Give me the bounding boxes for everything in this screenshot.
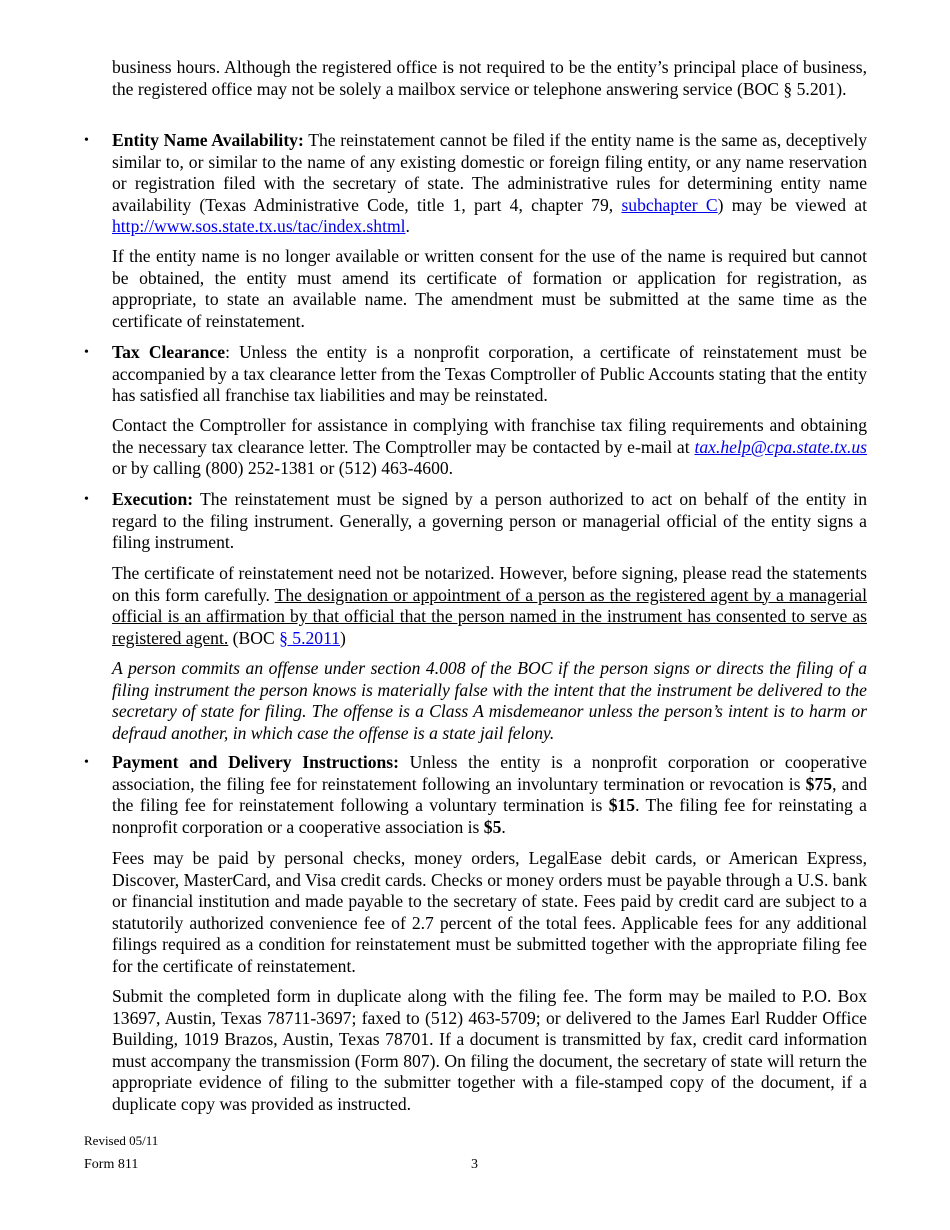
execution-paragraph: Execution: The reinstatement must be signed by a person authorized to act on behalf of the entity in regard to the filing instrument. Generally, a governing person or managerial official of the entity signs a filing instrument. (112, 489, 867, 553)
name-availability-paragraph: Entity Name Availability: The reinstatement cannot be filed if the entity name is the same as, deceptively similar to, or similar to the name of any existing domestic or foreign filing entity, or any name reservation or registration filed with the secretary of state. The administrative rules for determining entity name availability (Texas Administrative Code, title 1, part 4, chapter 79, subchapter C) may be viewed at http://www.sos.state.tx.us/tac/index.shtml. (112, 130, 868, 237)
payment-methods-paragraph: Fees may be paid by personal checks, money orders, LegalEase debit cards, or American Express, Discover, MasterCard, and Visa credit cards. Checks or money orders must be payable through a U.S. bank or financial institution and made payable to the secretary of state. Fees paid by credit card are subject to a statutorily authorized convenience fee of 2.7 percent of the total fees. Applicable fees for any additional filings required as a condition for reinstatement must be submitted together with the appropriate filing fee for the certificate of reinstatement. (112, 848, 867, 976)
tac-url-link[interactable]: http://www.sos.state.tx.us/tac/index.shtml (112, 216, 406, 237)
page-number: 3 (471, 1157, 478, 1172)
name-availability-heading: Entity Name Availability: (112, 130, 304, 150)
fee-voluntary: $15 (608, 795, 636, 816)
payment-heading: Payment and Delivery Instructions: (112, 752, 399, 772)
fee-nonprofit: $5 (483, 816, 502, 837)
payment-paragraph: Payment and Delivery Instructions: Unless the entity is a nonprofit corporation or cooperative association, the filing fee for reinstatement following an involuntary termination or revocation is $75, and the filing fee for reinstatement following a voluntary termination is $15. The filing fee for reinstating a nonprofit corporation or a cooperative association is $5. (112, 752, 868, 837)
tax-clearance-heading: Tax Clearance (112, 342, 226, 362)
subchapter-c-link[interactable]: subchapter C (621, 194, 718, 215)
name-unavailable-paragraph: If the entity name is no longer available or written consent for the use of the name is required but cannot be obtained, the entity must amend its certificate of formation or application for registration, as appropriate, to state an available name. The amendment must be submitted at the same time as the certificate of reinstatement. (112, 246, 867, 331)
boc-5-2011-link[interactable]: § 5.2011 (279, 627, 341, 648)
bullet-tax-clearance: • (84, 345, 89, 360)
tax-clearance-paragraph: Tax Clearance: Unless the entity is a nonprofit corporation, a certificate of reinstatement must be accompanied by a tax clearance letter from the Texas Comptroller of Public Accounts stating that the entity has satisfied all franchise tax liabilities and may be reinstated. (112, 342, 867, 406)
registered-agent-affirmation: The designation or appointment of a person as the registered agent by a managerial official is an affirmation by that official that the person named in the instrument has consented to serve as registered agent. (112, 584, 867, 648)
revised-date: Revised 05/11 (84, 1133, 159, 1148)
delivery-instructions-paragraph: Submit the completed form in duplicate along with the filing fee. The form may be mailed to P.O. Box 13697, Austin, Texas 78711-3697; faxed to (512) 463-5709; or delivered to the James Earl Rudder Office Building, 1019 Brazos, Austin, Texas 78701. If a document is transmitted by fax, credit card information must accompany the transmission (Form 807). On filing the document, the secretary of state will return the appropriate evidence of filing to the submitter together with a file-stamped copy of the document, if a duplicate copy was provided as instructed. (112, 986, 867, 1114)
offense-warning-paragraph: A person commits an offense under section 4.008 of the BOC if the person signs or directs the filing of a filing instrument the person knows is materially false with the intent that the instrument be delivered to the secretary of state for filing. The offense is a Class A misdemeanor unless the person’s intent is to harm or defraud another, in which case the offense is a state jail felony. (112, 658, 867, 743)
form-number: Form 811 (84, 1157, 139, 1172)
notarization-paragraph: The certificate of reinstatement need not be notarized. However, before signing, please read the statements on this form carefully. The designation or appointment of a person as the registered agent by a managerial official is an affirmation by that official that the person named in the instrument has consented to serve as registered agent. (BOC § 5.2011) (112, 563, 867, 648)
execution-heading: Execution: (112, 489, 194, 509)
tax-help-email-link[interactable]: tax.help@cpa.state.tx.us (694, 436, 867, 457)
bullet-execution: • (84, 492, 89, 507)
comptroller-contact-paragraph: Contact the Comptroller for assistance in complying with franchise tax filing requirements and obtaining the necessary tax clearance letter. The Comptroller may be contacted by e-mail at tax.help@cpa.state.tx.us or by calling (800) 252-1381 or (512) 463-4600. (112, 415, 867, 479)
registered-office-continuation: business hours. Although the registered office is not required to be the entity’s principal place of business, the registered office may not be solely a mailbox service or telephone answering service (BOC § 5.201). (112, 57, 867, 99)
bullet-name-availability: • (84, 133, 89, 148)
fee-involuntary: $75 (805, 773, 833, 794)
bullet-payment: • (84, 755, 89, 770)
